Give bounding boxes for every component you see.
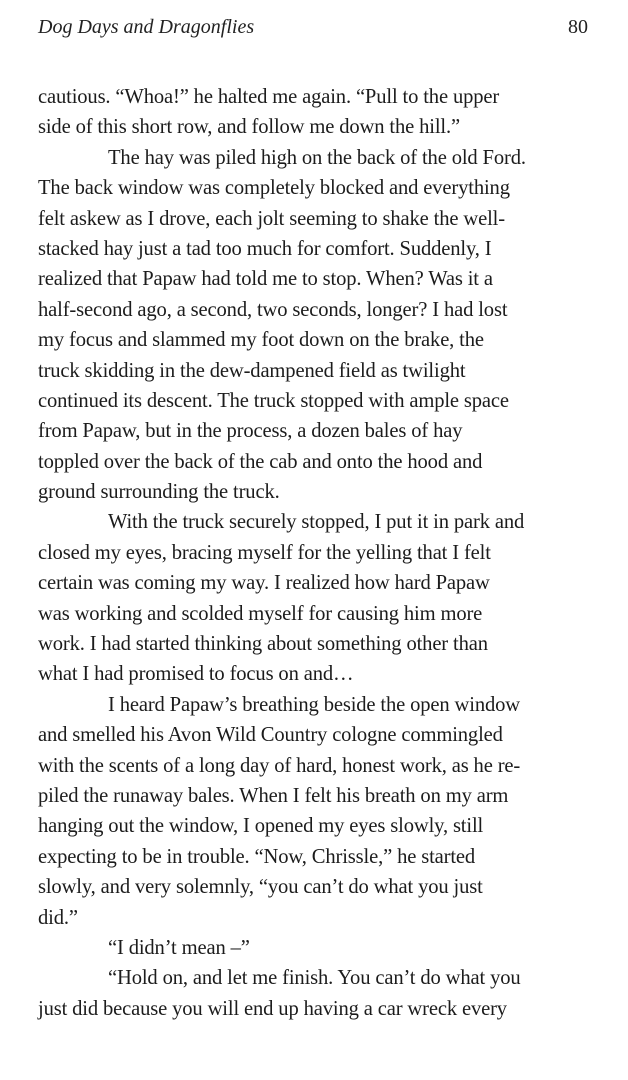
text-line: “I didn’t mean –” bbox=[108, 936, 250, 959]
text-line: The back window was completely blocked and everything bbox=[38, 177, 510, 200]
text-line: work. I had started thinking about something other than bbox=[38, 633, 488, 656]
text-line: half-second ago, a second, two seconds, longer? I had lost bbox=[38, 298, 508, 321]
text-line: was working and scolded myself for causing him more bbox=[38, 602, 483, 625]
text-line: hanging out the window, I opened my eyes slowly, still bbox=[38, 815, 484, 838]
text-line: my focus and slammed my foot down on the brake, the bbox=[38, 329, 484, 352]
text-line: continued its descent. The truck stopped with ample space bbox=[38, 389, 509, 412]
text-line: realized that Papaw had told me to stop. When? Was it a bbox=[38, 268, 493, 291]
text-line: what I had promised to focus on and… bbox=[38, 663, 354, 686]
text-line: certain was coming my way. I realized how hard Papaw bbox=[38, 572, 490, 595]
book-title: Dog Days and Dragonflies bbox=[38, 16, 255, 38]
text-line: ground surrounding the truck. bbox=[38, 481, 280, 504]
text-line: piled the runaway bales. When I felt his breath on my arm bbox=[38, 784, 509, 807]
running-header bbox=[38, 16, 588, 42]
page-number: 80 bbox=[568, 16, 588, 38]
text-line: toppled over the back of the cab and onto the hood and bbox=[38, 450, 483, 473]
text-line: stacked hay just a tad too much for comfort. Suddenly, I bbox=[38, 237, 492, 260]
text-line: expecting to be in trouble. “Now, Chrissle,” he started bbox=[38, 845, 476, 868]
text-line: just did because you will end up having a car wreck every bbox=[38, 997, 507, 1020]
text-line: side of this short row, and follow me down the hill.” bbox=[38, 116, 460, 139]
text-line: “Hold on, and let me finish. You can’t do what you bbox=[108, 967, 521, 990]
text-line: did.” bbox=[38, 906, 78, 929]
text-line: I heard Papaw’s breathing beside the open window bbox=[108, 693, 520, 716]
text-line: closed my eyes, bracing myself for the yelling that I felt bbox=[38, 541, 491, 564]
text-line: slowly, and very solemnly, “you can’t do what you just bbox=[38, 876, 483, 899]
text-line: The hay was piled high on the back of the old Ford. bbox=[108, 146, 526, 169]
body-text bbox=[38, 82, 598, 1024]
text-line: and smelled his Avon Wild Country cologne commingled bbox=[38, 724, 503, 747]
text-line: cautious. “Whoa!” he halted me again. “Pull to the upper bbox=[38, 86, 500, 108]
text-line: felt askew as I drove, each jolt seeming to shake the well- bbox=[38, 207, 505, 230]
text-line: truck skidding in the dew-dampened field as twilight bbox=[38, 359, 466, 382]
text-line: with the scents of a long day of hard, honest work, as he re- bbox=[38, 754, 521, 777]
text-line: With the truck securely stopped, I put it in park and bbox=[108, 511, 525, 534]
text-line: from Papaw, but in the process, a dozen bales of hay bbox=[38, 420, 463, 443]
